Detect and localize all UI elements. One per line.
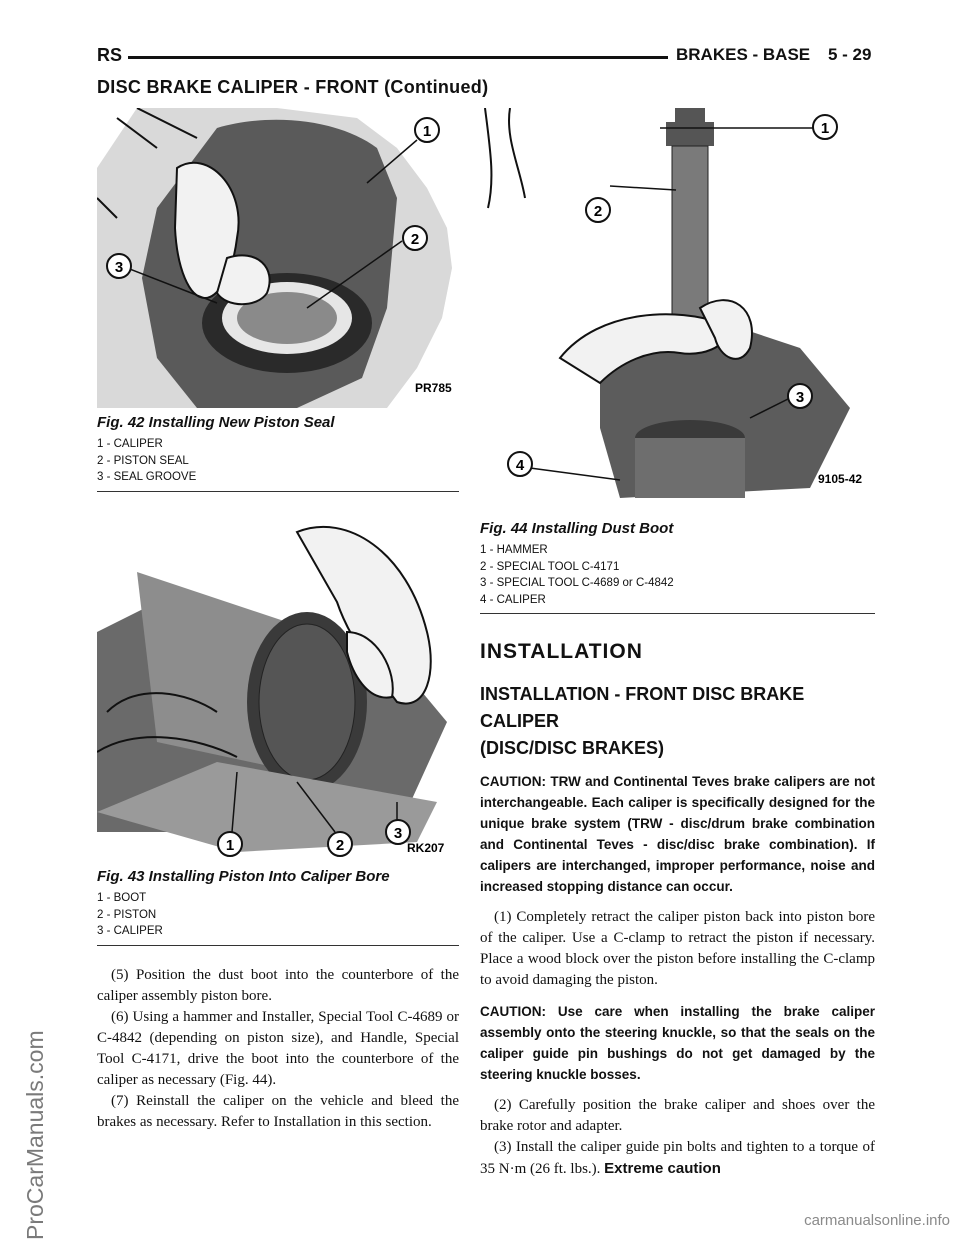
install-step-1: (1) Completely retract the caliper piston back into piston bore of the caliper. Use a C-clamp to retract the piston if necessary. Place a wood block over the piston before installing the C-clamp to avoid damaging the piston.	[480, 909, 875, 988]
fig43-callout-3: 3	[393, 825, 403, 842]
section-name: BRAKES - BASE	[676, 45, 811, 64]
fig42-callout-1: 1	[422, 123, 432, 140]
step-5: (5) Position the dust boot into the counterbore of the caliper assembly piston bore.	[97, 967, 459, 1004]
subheading-line-2: (DISC/DISC BRAKES)	[480, 738, 665, 758]
watermark: ProCarManuals.com	[22, 1030, 48, 1240]
fig44-callout-2: 2	[593, 203, 603, 220]
fig42-illustration	[97, 108, 459, 408]
installation-heading: INSTALLATION	[480, 640, 643, 663]
install-step-3	[480, 1137, 875, 1180]
fig44-legend-item: 3 - SPECIAL TOOL C-4689 or C-4842	[480, 577, 674, 589]
fig44-caption: Fig. 44 Installing Dust Boot	[480, 520, 674, 537]
fig43-caption: Fig. 43 Installing Piston Into Caliper Bore	[97, 868, 390, 885]
fig43-legend-item: 3 - CALIPER	[97, 925, 163, 937]
install-step-2: (2) Carefully position the brake caliper and shoes over the brake rotor and adapter.	[480, 1097, 875, 1134]
fig42-legend-item: 1 - CALIPER	[97, 438, 163, 450]
figure-43	[97, 512, 459, 946]
footer-site: carmanualsonline.info	[804, 1212, 950, 1229]
fig42-rule	[97, 491, 459, 492]
fig43-legend-item: 1 - BOOT	[97, 892, 147, 904]
fig42-callout-3: 3	[114, 259, 124, 276]
install-step-3-bold: Extreme caution	[604, 1160, 721, 1177]
fig43-illustration	[97, 512, 459, 862]
fig44-legend-item: 2 - SPECIAL TOOL C-4171	[480, 560, 620, 573]
step-6: (6) Using a hammer and Installer, Special Tool C-4689 or C-4842 (depending on piston size), and Handle, Special Tool C-4171, drive the boot into the counterbore of the caliper as necessary (Fig. 44).	[97, 1009, 459, 1088]
left-steps	[97, 965, 459, 1133]
fig44-legend-item: 4 - CALIPER	[480, 593, 546, 606]
fig44-callout-1: 1	[820, 120, 830, 137]
installation-section	[480, 640, 875, 1180]
fig43-code: RK207	[407, 841, 445, 855]
step-7: (7) Reinstall the caliper on the vehicle and bleed the brakes as necessary. Refer to Installation in this section.	[97, 1093, 459, 1130]
fig42-legend-item: 2 - PISTON SEAL	[97, 454, 189, 467]
fig44-code: 9105-42	[818, 472, 863, 486]
fig42-caption: Fig. 42 Installing New Piston Seal	[97, 414, 335, 431]
fig43-rule	[97, 945, 459, 946]
install-step-1-wrap	[480, 907, 875, 991]
fig44-callout-3: 3	[795, 389, 805, 406]
fig44-illustration	[480, 108, 875, 518]
fig43-legend	[97, 890, 459, 940]
fig44-callout-4: 4	[515, 457, 525, 474]
manual-code: RS	[97, 45, 123, 65]
fig42-code: PR785	[415, 381, 452, 395]
fig42-legend	[97, 436, 459, 486]
section-title: DISC BRAKE CALIPER - FRONT (Continued)	[97, 77, 489, 97]
installation-subheading	[480, 681, 875, 762]
figure-44	[480, 108, 875, 614]
fig44-legend	[480, 542, 875, 608]
page-number: 5 - 29	[828, 45, 872, 64]
fig43-callout-2: 2	[335, 837, 345, 854]
header-rule	[128, 56, 668, 59]
install-steps-2-3	[480, 1095, 875, 1180]
caution-knuckle: CAUTION: Use care when installing the brake caliper assembly onto the steering knuckle, so that the seals on the caliper guide pin bushings do not get damaged by the steering knuckle bosses.	[480, 1004, 875, 1082]
fig44-rule	[480, 613, 875, 614]
install-step-3-text: (3) Install the caliper guide pin bolts and tighten to a torque of 35 N·m (26 ft. lbs.).	[480, 1139, 875, 1177]
fig43-callout-1: 1	[225, 837, 235, 854]
caution-interchangeable: CAUTION: TRW and Continental Teves brake calipers are not interchangeable. Each caliper is specifically designed for the unique brake system (TRW - disc/drum brake combination and Continental Teves - disc/disc brake combination). If calipers are interchanged, improper performance, noise and increased stopping distance can occur.	[480, 774, 875, 894]
fig42-legend-item: 3 - SEAL GROOVE	[97, 471, 197, 483]
fig44-legend-item: 1 - HAMMER	[480, 544, 548, 556]
fig43-legend-item: 2 - PISTON	[97, 908, 157, 921]
subheading-line-1: INSTALLATION - FRONT DISC BRAKE CALIPER	[480, 684, 805, 731]
fig42-callout-2: 2	[410, 231, 420, 248]
figure-42	[97, 108, 459, 492]
